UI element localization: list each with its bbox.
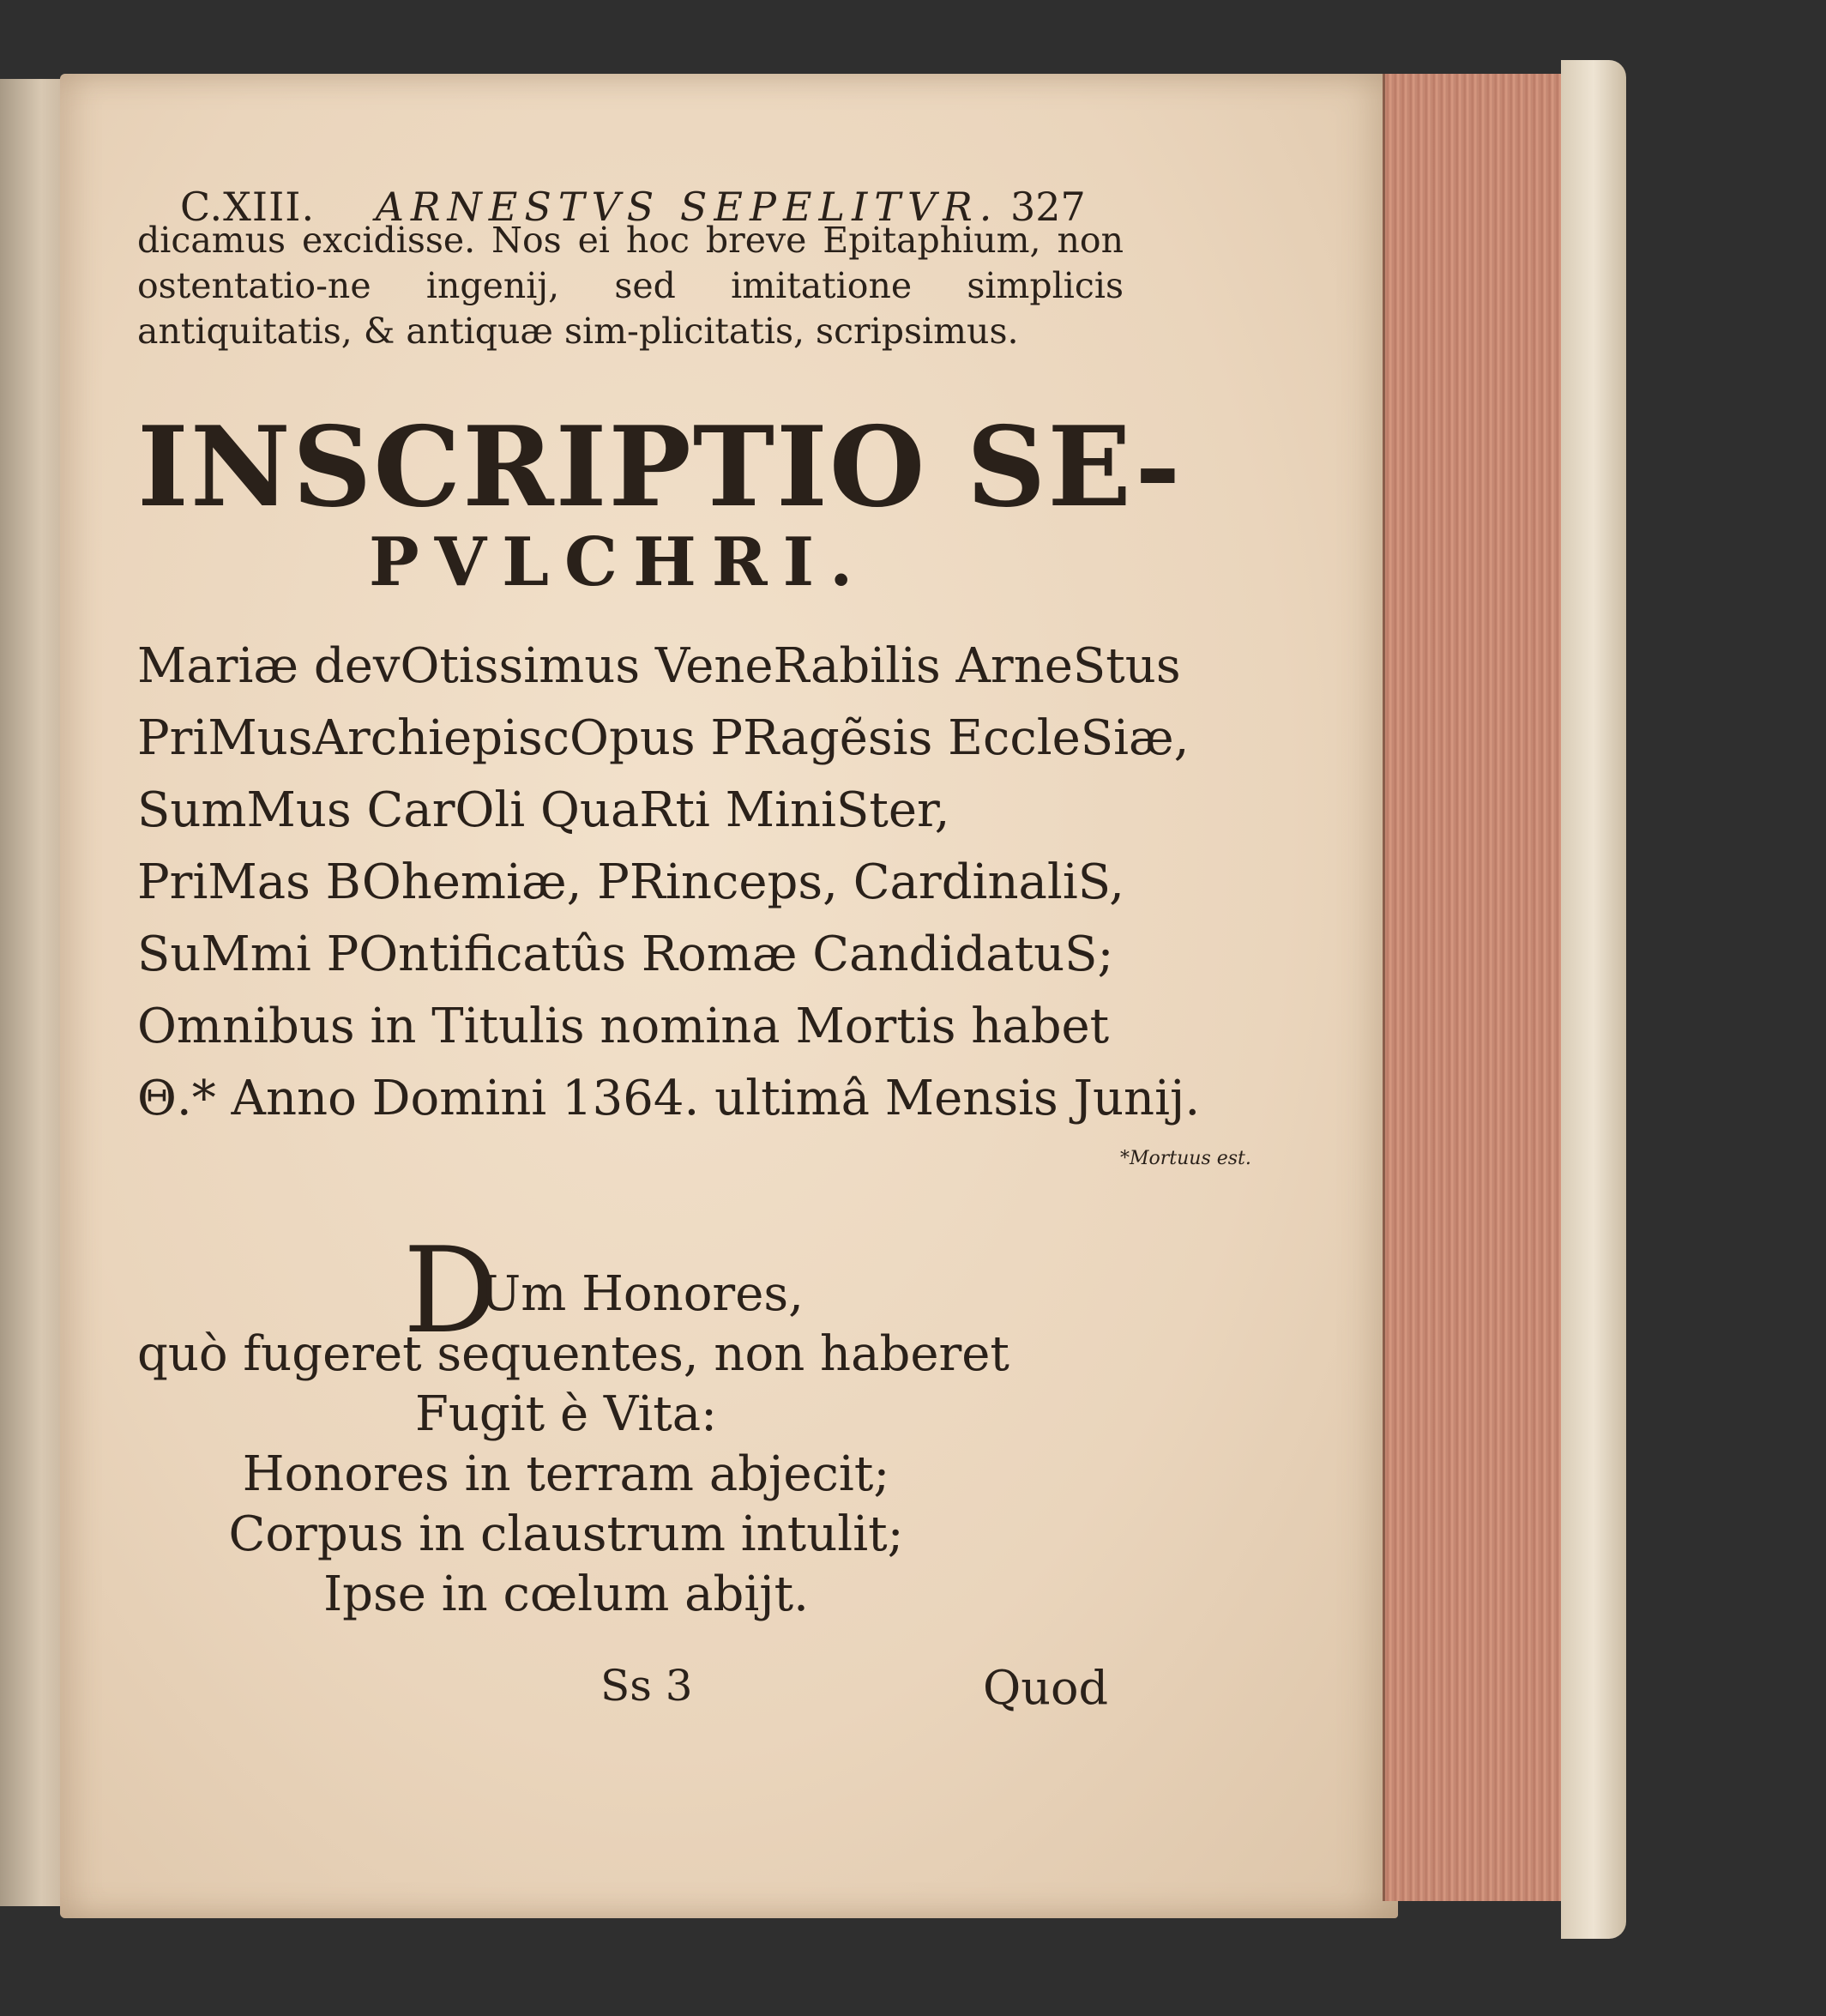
page-number: 327 [1010,184,1086,230]
verse-line: Um Honores, [480,1266,804,1322]
verse-line: quò fugeret sequentes, non haberet [137,1326,1009,1382]
verse-initial: D [403,1222,498,1360]
margin-note: *Mortuus est. [1120,1148,1251,1169]
signature-mark: Ss 3 [600,1661,693,1711]
intro-paragraph: dicamus excidisse. Nos ei hoc breve Epitaphium, non ostentatio-ne ingenij, sed imitatione simplicis antiquitatis, & antiquæ sim-plicitatis, scripsimus. [137,220,1124,352]
inscription-line: SuMmi POntificatûs Romæ CandidatuS; [137,927,1114,982]
book-cover-edge [1561,60,1626,1939]
inscription-line: Θ.* Anno Domini 1364. ultimâ Mensis Junij. [137,1071,1201,1126]
inscription-line: Omnibus in Titulis nomina Mortis habet [137,999,1110,1054]
inscription-line: PriMusArchiepiscOpus PRagẽsis EccleSiæ, [137,710,1190,766]
heading-line-2: PVLCHRI. [369,523,869,601]
verse-line: Ipse in cœlum abijt. [323,1566,809,1622]
inscription-line: PriMas BOhemiæ, PRinceps, CardinaliS, [137,854,1124,910]
chapter-number: C.XIII. [180,184,316,230]
page-block-edge [1383,74,1568,1901]
inscription-line: Mariæ devOtissimus VeneRabilis ArneStus [137,638,1181,694]
verse-line: Corpus in claustrum intulit; [228,1506,904,1562]
verse-line: Honores in terram abjecit; [242,1446,890,1502]
heading-line-1: INSCRIPTIO SE- [137,403,1183,532]
running-title: ARNESTVS SEPELITVR. [375,184,999,230]
inscription-line: SumMus CarOli QuaRti MiniSter, [137,782,950,838]
catchword: Quod [983,1661,1109,1715]
verse-line: Fugit è Vita: [414,1386,718,1442]
